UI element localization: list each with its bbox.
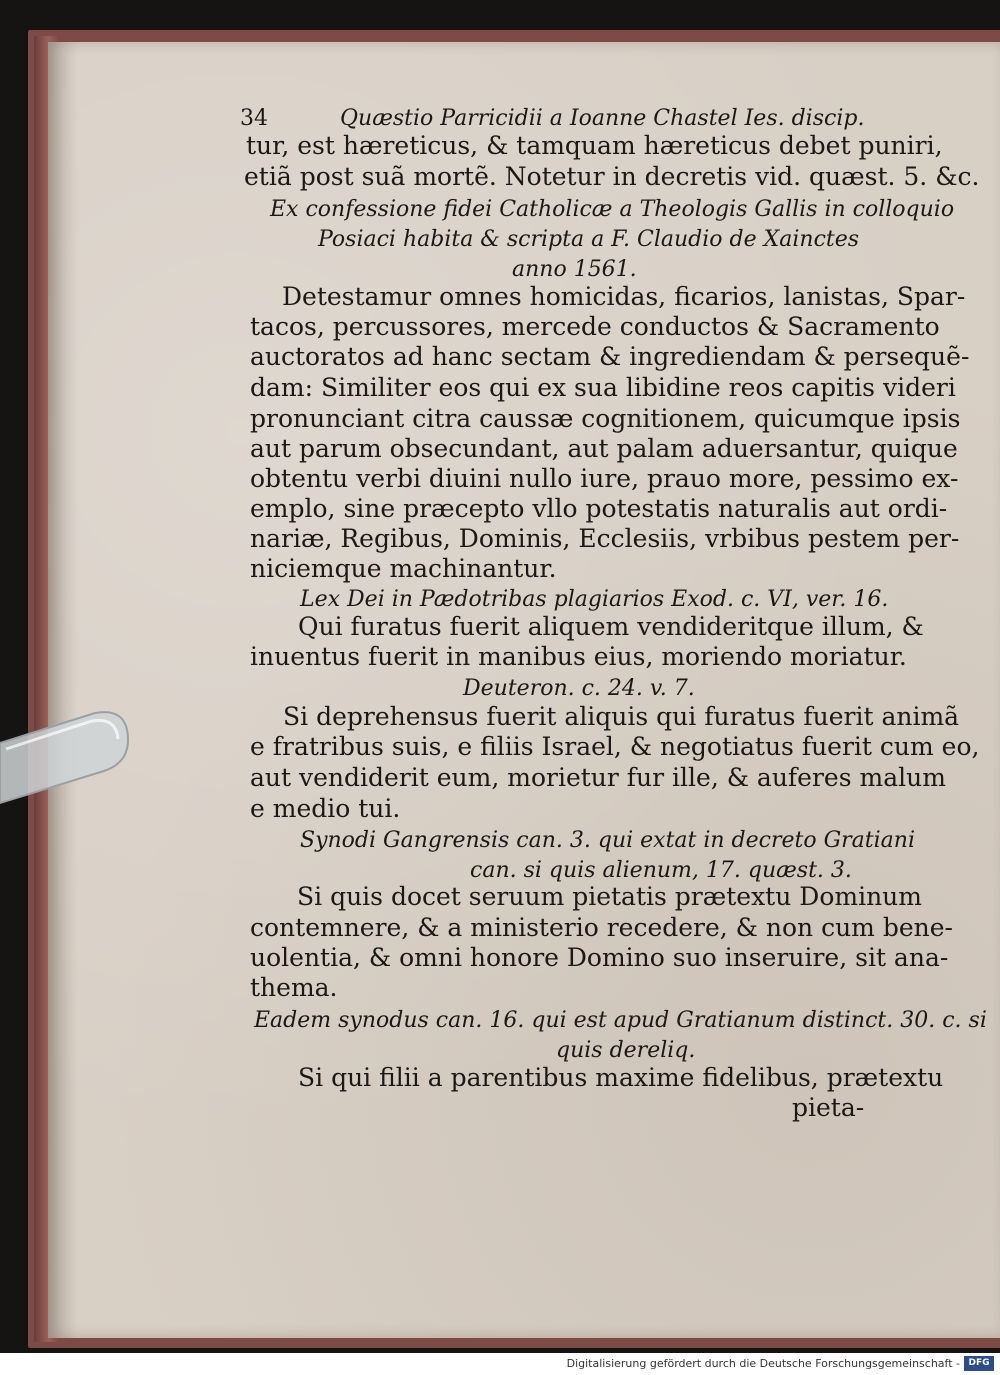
page-number: 34 — [240, 106, 268, 131]
text-line: etiã post suã mortẽ. Notetur in decretis vid. quæst. 5. &c. — [244, 162, 980, 191]
text-line: niciemque machinantur. — [250, 554, 557, 583]
section-heading: can. si quis alienum, 17. quæst. 3. — [470, 858, 852, 883]
section-heading: Synodi Gangrensis can. 3. qui extat in decreto Gratiani — [300, 828, 916, 853]
text-line: inuentus fuerit in manibus eius, moriendo moriatur. — [250, 642, 907, 671]
text-line: Si quis docet seruum pietatis prætextu Dominum — [297, 882, 922, 911]
text-line: aut vendiderit eum, morietur fur ille, & auferes malum — [250, 763, 946, 792]
text-line: e fratribus suis, e filiis Israel, & negotiatus fuerit cum eo, — [250, 732, 980, 761]
text-line: thema. — [250, 973, 338, 1002]
text-line: aut parum obsecundant, aut palam aduersantur, quique — [250, 434, 958, 463]
text-line: auctoratos ad hanc sectam & ingrediendam & persequẽ- — [250, 342, 970, 371]
footer-credit: Digitalisierung gefördert durch die Deutsche Forschungsgemeinschaft - — [566, 1357, 960, 1370]
section-heading: Ex confessione fidei Catholicæ a Theologis Gallis in colloquio — [270, 197, 955, 222]
text-line: Si deprehensus fuerit aliquis qui furatus fuerit animã — [283, 702, 960, 731]
text-line: e medio tui. — [250, 794, 401, 823]
text-line: Si qui filii a parentibus maxime fidelibus, prætextu — [298, 1063, 944, 1092]
text-line: uolentia, & omni honore Domino suo inseruire, sit ana- — [250, 943, 949, 972]
section-heading: quis dereliq. — [556, 1038, 696, 1063]
text-line: pronunciant citra caussæ cognitionem, quicumque ipsis — [250, 404, 961, 433]
text-line: tacos, percussores, mercede conductos & Sacramento — [250, 312, 940, 341]
section-heading: anno 1561. — [512, 257, 637, 282]
dfg-logo: DFG — [964, 1356, 994, 1371]
text-line: dam: Similiter eos qui ex sua libidine reos capitis videri — [250, 373, 956, 402]
section-heading: Posiaci habita & scripta a F. Claudio de Xainctes — [318, 227, 860, 252]
text-line: Qui furatus fuerit aliquem vendideritque illum, & — [298, 612, 924, 641]
section-heading: Deuteron. c. 24. v. 7. — [463, 676, 695, 701]
catchword: pieta- — [792, 1093, 865, 1122]
footer-bar — [0, 1353, 1000, 1375]
text-line: Detestamur omnes homicidas, ficarios, lanistas, Spar- — [282, 282, 966, 311]
text-line: nariæ, Regibus, Dominis, Ecclesiis, vrbibus pestem per- — [250, 524, 960, 553]
section-heading: Lex Dei in Pædotribas plagiarios Exod. c. VI, ver. 16. — [300, 587, 889, 612]
text-line: contemnere, & a ministerio recedere, & non cum bene- — [250, 913, 953, 942]
running-title: Quæstio Parricidii a Ioanne Chastel Ies. discip. — [340, 106, 865, 131]
section-heading: Eadem synodus can. 16. qui est apud Gratianum distinct. 30. c. si — [254, 1008, 987, 1033]
text-line: emplo, sine præcepto vllo potestatis naturalis aut ordi- — [250, 494, 948, 523]
text-line: obtentu verbi diuini nullo iure, prauo more, pessimo ex- — [250, 464, 959, 493]
text-line: tur, est hæreticus, & tamquam hæreticus debet puniri, — [246, 131, 943, 160]
